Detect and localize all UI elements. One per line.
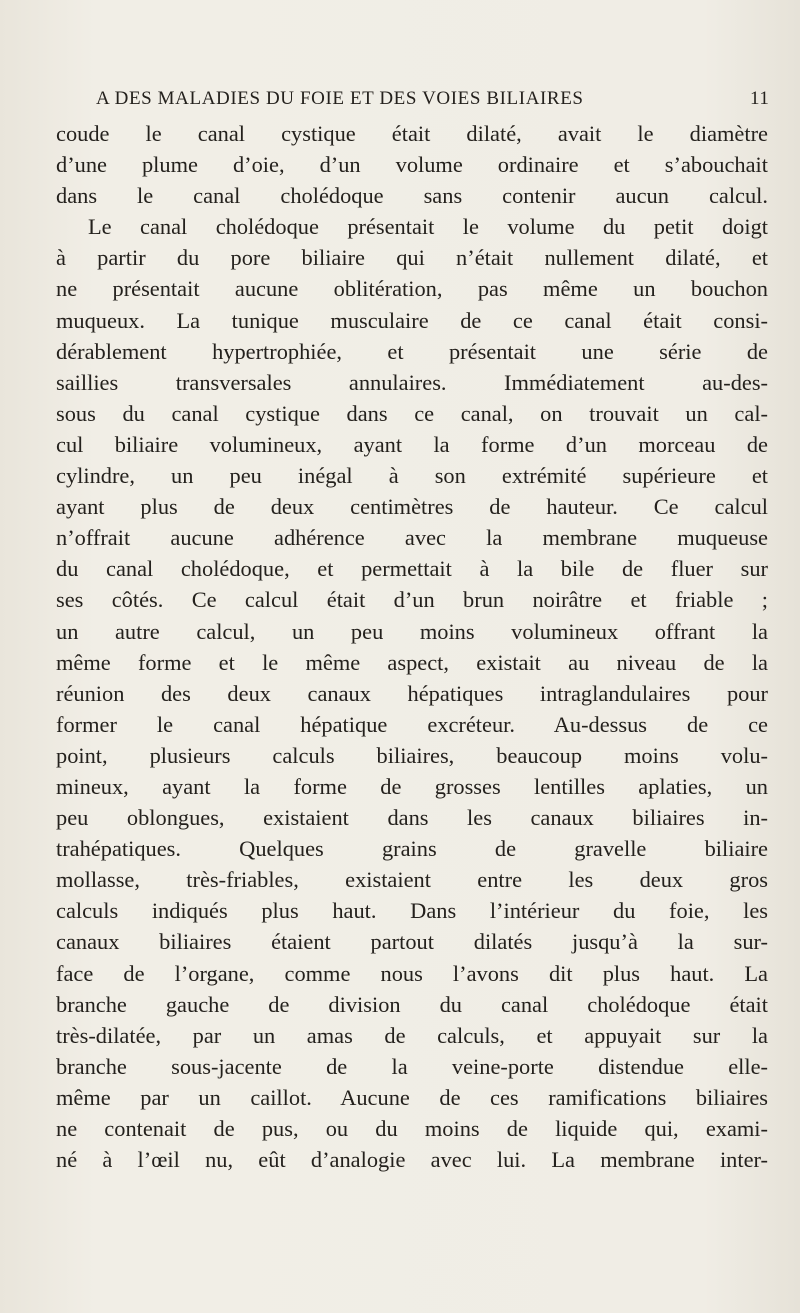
text-line: du canal cholédoque, et permettait à la bile de fluer sur — [56, 556, 768, 582]
text-line: très-dilatée, par un amas de calculs, et appuyait sur la — [56, 1022, 768, 1048]
text-line: réunion des deux canaux hépatiques intraglandulaires pour — [56, 680, 768, 706]
running-head — [96, 88, 776, 114]
text-line: à partir du pore biliaire qui n’était nullement dilaté, et — [56, 245, 768, 271]
text-line: cylindre, un peu inégal à son extrémité supérieure et — [56, 463, 768, 489]
body-text — [56, 118, 768, 1175]
text-line: n’offrait aucune adhérence avec la membrane muqueuse — [56, 525, 768, 551]
text-line: calculs indiqués plus haut. Dans l’intérieur du foie, les — [56, 898, 768, 924]
text-line: dans le canal cholédoque sans contenir aucun calcul. — [56, 183, 768, 209]
text-line: canaux biliaires étaient partout dilatés jusqu’à la sur- — [56, 929, 768, 955]
text-line: ne contenait de pus, ou du moins de liquide qui, exami- — [56, 1116, 768, 1141]
running-title: A DES MALADIES DU FOIE ET DES VOIES BILIAIRES — [96, 88, 584, 109]
text-line: ayant plus de deux centimètres de hauteur. Ce calcul — [56, 494, 768, 520]
text-line: Le canal cholédoque présentait le volume du petit doigt — [88, 214, 768, 240]
text-line: cul biliaire volumineux, ayant la forme d’un morceau de — [56, 431, 768, 457]
text-line: branche gauche de division du canal cholédoque était — [56, 991, 768, 1017]
text-line: trahépatiques. Quelques grains de gravelle biliaire — [56, 836, 768, 862]
text-line: même par un caillot. Aucune de ces ramifications biliaires — [56, 1084, 768, 1110]
text-line: mineux, ayant la forme de grosses lentilles aplaties, un — [56, 773, 768, 799]
text-line: dérablement hypertrophiée, et présentait une série de — [56, 338, 768, 364]
text-line: un autre calcul, un peu moins volumineux offrant la — [56, 618, 768, 644]
text-line: sous du canal cystique dans ce canal, on trouvait un cal- — [56, 400, 768, 426]
text-line: branche sous-jacente de la veine-porte distendue elle- — [56, 1053, 768, 1079]
text-line: né à l’œil nu, eût d’analogie avec lui. La membrane inter- — [56, 1147, 768, 1173]
text-line: face de l’organe, comme nous l’avons dit plus haut. La — [56, 960, 768, 986]
text-line: muqueux. La tunique musculaire de ce canal était consi- — [56, 307, 768, 333]
text-line: peu oblongues, existaient dans les canaux biliaires in- — [56, 805, 768, 831]
text-line: point, plusieurs calculs biliaires, beaucoup moins volu- — [56, 742, 768, 768]
text-line: coude le canal cystique était dilaté, avait le diamètre — [56, 121, 768, 146]
text-line: ne présentait aucune oblitération, pas même un bouchon — [56, 276, 768, 302]
text-line: mollasse, très-friables, existaient entre les deux gros — [56, 867, 768, 893]
text-line: former le canal hépatique excréteur. Au-dessus de ce — [56, 711, 768, 737]
text-line: d’une plume d’oie, d’un volume ordinaire et s’abouchait — [56, 152, 768, 178]
text-line: ses côtés. Ce calcul était d’un brun noirâtre et friable ; — [56, 587, 768, 613]
page-number: 11 — [750, 88, 770, 109]
text-line: même forme et le même aspect, existait au niveau de la — [56, 649, 768, 675]
text-line: saillies transversales annulaires. Immédiatement au-des- — [56, 369, 768, 395]
